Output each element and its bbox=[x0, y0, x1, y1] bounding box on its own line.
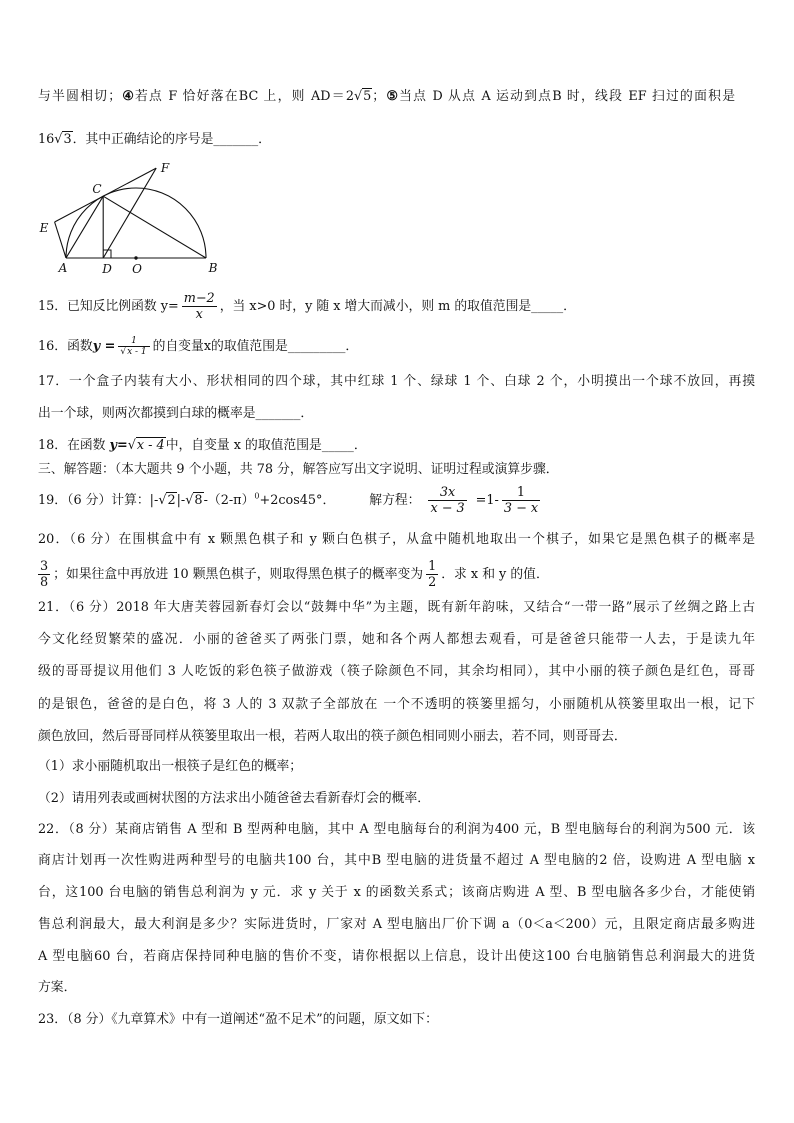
q19-text-mid2: -（2-π） bbox=[203, 493, 255, 508]
q23-line-1: 23．（8 分）《九章算术》中有一道阐述“盈不足术”的问题，原文如下： bbox=[38, 1012, 438, 1027]
q20-text-post: ．求 x 和 y 的值． bbox=[441, 567, 549, 582]
q14-text-c: ； bbox=[372, 89, 386, 104]
q19-fraction-1 bbox=[428, 485, 466, 516]
q15-denominator: x bbox=[195, 307, 203, 322]
q19-text-mid1: |- bbox=[176, 493, 186, 508]
q22-line-4: 售总利润最大，最大利润是多少？实际进货时，厂家对 A 型电脑出厂价下调 a（0＜a＜200）元，且限定商店最多购进 bbox=[38, 917, 755, 932]
q19-fraction-1-denominator: x − 3 bbox=[430, 501, 465, 516]
q19-line bbox=[38, 481, 755, 521]
q20-fraction-2-denominator: 2 bbox=[428, 575, 437, 590]
statement-5-marker: ⑤ bbox=[385, 89, 400, 104]
q19-solve-label: 解方程： bbox=[369, 493, 421, 508]
label-f: F bbox=[160, 161, 170, 175]
q14-text-d: 当点 D 从点 A 运动到点B 时，线段 EF 扫过的面积是 bbox=[399, 89, 735, 104]
q15-text-post: ，当 x>0 时，y 随 x 增大而减小，则 m 的取值范围是_____． bbox=[219, 299, 576, 314]
center-point-o bbox=[134, 256, 137, 259]
segment-cb bbox=[103, 196, 206, 258]
q17-line-2: 出一个球，则两次都摸到白球的概率是_______． bbox=[38, 406, 314, 421]
q19-fraction-1-numerator: 3x bbox=[428, 485, 466, 501]
q21-line-2: 今文化经贸繁荣的盛况．小丽的爸爸买了两张门票，她和各个两人都想去观看，可是爸爸只能带一人去，于是读九年 bbox=[38, 632, 755, 647]
segment-ea bbox=[55, 222, 66, 258]
q18-text-pre: 18．在函数 bbox=[38, 438, 110, 453]
label-b: B bbox=[208, 261, 218, 275]
q22-line-6: 方案． bbox=[38, 980, 77, 995]
q17-line-1: 17．一个盒子内装有大小、形状相同的四个球，其中红球 1 个、绿球 1 个、白球 2 个，小明摸出一个球不放回，再摸 bbox=[38, 374, 755, 389]
q21-line-1: 21．（6 分）2018 年大唐芙蓉园新春灯会以“鼓舞中华”为主题，既有新年韵味，又结合“一带一路”展示了丝绸之路上古 bbox=[38, 600, 755, 615]
q15-line bbox=[38, 287, 755, 327]
q14-line-2 bbox=[38, 130, 755, 150]
q16-text-post: 的自变量x的取值范围是_________． bbox=[152, 339, 359, 354]
radicand-3: 3 bbox=[63, 132, 72, 147]
q19-fraction-2-denominator: 3 − x bbox=[503, 501, 539, 516]
q18-text-post: 中，自变量 x 的取值范围是_____． bbox=[165, 438, 367, 453]
q18-line bbox=[38, 436, 755, 456]
q19-fraction-2 bbox=[502, 485, 540, 516]
q19-exponent: 0 bbox=[254, 491, 260, 501]
q19-equals: =1- bbox=[475, 493, 499, 508]
segment-ef bbox=[55, 168, 157, 222]
semicircle-figure bbox=[30, 160, 230, 280]
q19-radicand-2: 2 bbox=[167, 493, 176, 508]
q14-line-1 bbox=[38, 87, 735, 107]
q20-fraction-2 bbox=[426, 559, 438, 590]
radical-sign: √ bbox=[127, 438, 136, 453]
q22-line-3: 台，这100 台电脑的销售总利润为 y 元．求 y 关于 x 的函数关系式；该商店购进 A 型、B 型电脑各多少台，才能使销 bbox=[38, 885, 755, 900]
q16-fraction bbox=[118, 336, 149, 357]
q18-function-y: y= bbox=[109, 438, 128, 453]
q16-radicand: x - 1 bbox=[127, 347, 147, 357]
label-o: O bbox=[132, 262, 142, 276]
q20-fraction-1 bbox=[38, 559, 50, 590]
q14-question-text: ．其中正确结论的序号是_______． bbox=[72, 132, 271, 147]
q15-text-pre: 15．已知反比例函数 y= bbox=[38, 299, 179, 314]
q19-text-pre: 19．（6 分）计算：|- bbox=[38, 493, 159, 508]
q19-text-mid3: +2cos45°． bbox=[259, 493, 336, 508]
radicand-5: 5 bbox=[363, 89, 372, 104]
q21-part-1: （1）求小丽随机取出一根筷子是红色的概率； bbox=[38, 759, 303, 774]
q20-fraction-1-numerator: 3 bbox=[40, 559, 49, 574]
radical-sign: √ bbox=[158, 493, 167, 508]
q21-part-2: （2）请用列表或画树状图的方法求出小随爸爸去看新春灯会的概率． bbox=[38, 791, 431, 806]
q21-line-3: 级的哥哥提议用他们 3 人吃饭的彩色筷子做游戏（筷子除颜色不同，其余均相同），其中小丽的筷子颜色是红色，哥哥 bbox=[38, 664, 755, 679]
radical-sign: √ bbox=[120, 347, 127, 357]
q22-line-1: 22．（8 分）某商店销售 A 型和 B 型两种电脑，其中 A 型电脑每台的利润为400 元，B 型电脑每台的利润为500 元．该 bbox=[38, 822, 755, 837]
q16-text-pre: 16．函数 bbox=[38, 339, 93, 354]
radical-sign: √ bbox=[54, 132, 63, 147]
q15-numerator: m−2 bbox=[183, 291, 215, 306]
q22-line-2: 商店计划再一次性购进两种型号的电脑共100 台，其中B 型电脑的进货量不超过 A 型电脑的2 倍，设购进 A 型电脑 x bbox=[38, 853, 755, 868]
section-3-heading: 三、解答题：（本大题共 9 个小题，共 78 分，解答应写出文字说明、证明过程或演算步骤． bbox=[38, 462, 559, 477]
q18-radicand: x - 4 bbox=[136, 438, 165, 453]
q20-text-mid: ；如果往盒中再放进 10 颗黑色棋子，则取得黑色棋子的概率变为 bbox=[53, 567, 424, 582]
radical-sign: √ bbox=[185, 493, 194, 508]
q16-function-y: y = bbox=[92, 339, 116, 354]
q19-radicand-8: 8 bbox=[194, 493, 203, 508]
area-coefficient: 16 bbox=[38, 132, 55, 147]
q21-line-5: 颜色放回，然后哥哥同样从筷篓里取出一根，若两人取出的筷子颜色相同则小丽去，若不同，则哥哥去． bbox=[38, 729, 627, 744]
q16-numerator: 1 bbox=[118, 336, 149, 347]
q16-denominator bbox=[118, 347, 149, 357]
q14-text-a: 与半圆相切； bbox=[38, 89, 122, 104]
label-a: A bbox=[58, 261, 68, 275]
q21-line-4: 的是银色，爸爸的是白色，将 3 人的 3 双款子全部放在 一个不透明的筷篓里摇匀，小丽随机从筷篓里取出一根，记下 bbox=[38, 697, 755, 712]
q14-text-b: 若点 F 恰好落在BC 上，则 AD＝2 bbox=[135, 89, 354, 104]
q15-fraction bbox=[182, 291, 217, 322]
q20-fraction-2-numerator: 1 bbox=[428, 559, 437, 574]
q20-fraction-1-denominator: 8 bbox=[40, 575, 49, 590]
q20-line-1: 20．（6 分）在围棋盒中有 x 颗黑色棋子和 y 颗白色棋子，从盒中随机地取出一个棋子，如果它是黑色棋子的概率是 bbox=[38, 532, 755, 547]
q16-line bbox=[38, 331, 755, 363]
label-c: C bbox=[92, 182, 102, 196]
q20-line-2 bbox=[38, 555, 755, 595]
q19-fraction-2-numerator: 1 bbox=[502, 485, 540, 501]
q22-line-5: A 型电脑60 台，若商店保持同种电脑的售价不变，请你根据以上信息，设计出使这100 台电脑销售总利润最大的进货 bbox=[38, 949, 755, 964]
statement-4-marker: ④ bbox=[121, 89, 136, 104]
label-d: D bbox=[102, 262, 112, 276]
radical-sign: √ bbox=[353, 89, 363, 104]
label-e: E bbox=[39, 221, 49, 235]
